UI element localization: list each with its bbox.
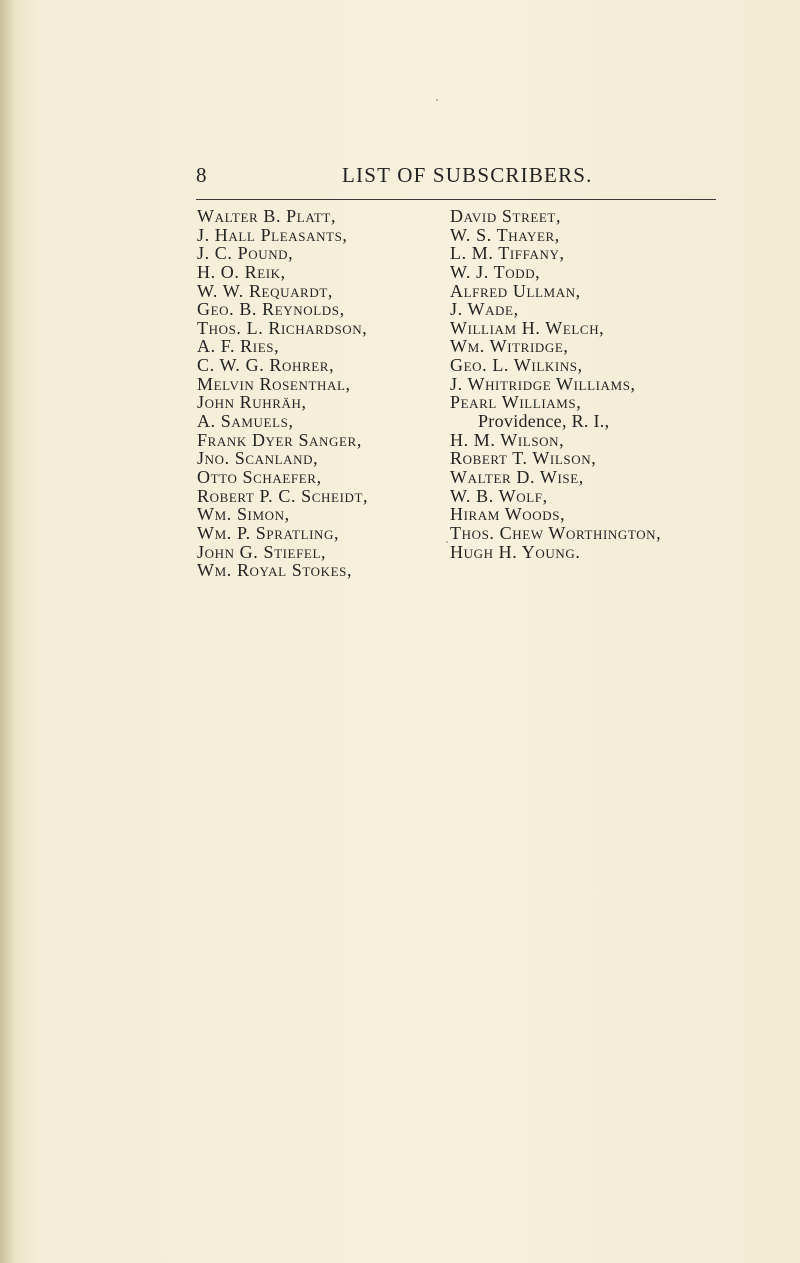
page-gutter [0, 0, 14, 1263]
subscriber-entry: J. Hall Pleasants, [197, 224, 348, 245]
page-header [196, 163, 716, 191]
paper-speck [446, 541, 448, 543]
subscriber-entry: Geo. B. Reynolds, [197, 299, 345, 320]
subscriber-entry: Robert T. Wilson, [450, 448, 597, 469]
subscriber-entry: Thos. Chew Worthington, [450, 522, 662, 543]
subscriber-entry: Frank Dyer Sanger, [197, 429, 362, 450]
subscriber-entry: W. W. Requardt, [197, 280, 333, 301]
subscriber-entry: Otto Schaefer, [197, 466, 322, 487]
subscriber-entry: Walter D. Wise, [450, 466, 584, 487]
subscriber-entry: Walter B. Platt, [197, 206, 337, 226]
subscriber-entry: A. Samuels, [197, 411, 294, 432]
page-title: LIST OF SUBSCRIBERS. [342, 163, 593, 187]
subscriber-entry: Wm. Royal Stokes, [197, 560, 353, 581]
subscriber-entry: David Street, [450, 206, 562, 226]
subscriber-entry: Hugh H. Young. [450, 541, 581, 562]
header-rule [196, 199, 716, 200]
subscriber-entry: C. W. G. Rohrer, [197, 355, 335, 376]
subscriber-entry: Robert P. C. Scheidt, [197, 485, 369, 506]
subscriber-entry: Wm. Simon, [197, 504, 290, 525]
subscriber-entry: H. M. Wilson, [450, 429, 565, 450]
subscriber-entry: Wm. P. Spratling, [197, 522, 340, 543]
subscriber-entry: Pearl Williams, [450, 392, 582, 413]
subscriber-entry: Thos. L. Richardson, [197, 317, 368, 338]
subscriber-entry: J. C. Pound, [197, 243, 294, 264]
page-number: 8 [196, 163, 207, 187]
subscriber-entry: L. M. Tiffany, [450, 243, 565, 264]
subscriber-entry: John Ruhräh, [197, 392, 307, 413]
subscriber-entry: Geo. L. Wilkins, [450, 355, 583, 376]
subscriber-list-right [450, 207, 661, 561]
subscriber-entry: Providence, R. I., [478, 411, 610, 432]
subscriber-entry: H. O. Reik, [197, 261, 286, 282]
subscriber-entry: J. Wade, [450, 299, 519, 320]
subscriber-entry: W. S. Thayer, [450, 224, 560, 245]
subscriber-entry: Alfred Ullman, [450, 280, 581, 301]
subscriber-entry: John G. Stiefel, [197, 541, 327, 562]
subscriber-entry: Hiram Woods, [450, 504, 566, 525]
subscriber-entry: W. J. Todd, [450, 261, 541, 282]
subscriber-list-left [197, 207, 368, 580]
paper-speck [436, 99, 438, 101]
subscriber-entry: Melvin Rosenthal, [197, 373, 351, 394]
subscriber-entry: William H. Welch, [450, 317, 605, 338]
subscriber-entry: A. F. Ries, [197, 336, 280, 357]
subscriber-entry: Jno. Scanland, [197, 448, 319, 469]
subscriber-entry: Wm. Witridge, [450, 336, 569, 357]
subscriber-entry: J. Whitridge Williams, [450, 373, 636, 394]
subscriber-entry: W. B. Wolf, [450, 485, 548, 506]
